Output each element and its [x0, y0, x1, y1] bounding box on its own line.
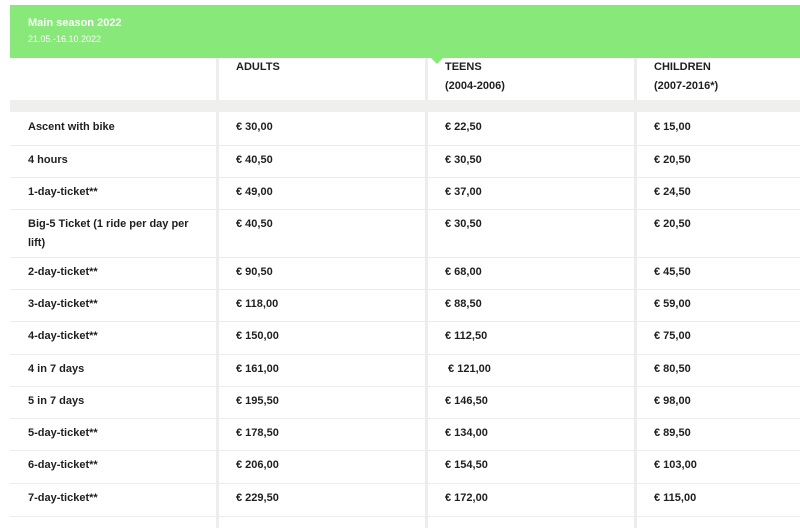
- price-children: € 24,50: [654, 186, 691, 198]
- row-label: 4 in 7 days: [28, 363, 85, 375]
- row-label: Big-5 Ticket (1 ride per day per lift): [28, 218, 189, 249]
- price-children: € 103,00: [654, 459, 697, 471]
- price-adults: € 161,00: [236, 363, 279, 375]
- price-adults: € 40,50: [236, 218, 273, 230]
- price-teens: € 88,50: [445, 298, 482, 310]
- price-teens: € 146,50: [445, 395, 488, 407]
- price-teens: € 22,50: [445, 121, 482, 133]
- table-row: [10, 321, 800, 355]
- price-children: € 80,50: [654, 363, 691, 375]
- row-label: 2-day-ticket**: [28, 266, 98, 278]
- table-row: [10, 209, 800, 258]
- header-teens: [445, 58, 505, 96]
- price-children: € 115,00: [654, 492, 697, 504]
- banner-pointer: [431, 58, 443, 64]
- price-children: € 75,00: [654, 330, 691, 342]
- row-label: 5 in 7 days: [28, 395, 85, 407]
- row-label: 5-day-ticket**: [28, 427, 98, 439]
- price-teens: € 68,00: [445, 266, 482, 278]
- header-adults: [236, 58, 280, 77]
- table-row: [10, 354, 800, 387]
- header-adults-label: ADULTS: [236, 61, 280, 73]
- header-children-years: (2007-2016*): [654, 80, 719, 92]
- price-teens: € 172,00: [445, 492, 488, 504]
- price-children: € 59,00: [654, 298, 691, 310]
- table-row: [10, 386, 800, 419]
- price-adults: € 206,00: [236, 459, 279, 471]
- row-label: Ascent with bike: [28, 121, 115, 133]
- price-adults: € 195,50: [236, 395, 279, 407]
- price-adults: € 49,00: [236, 186, 273, 198]
- price-adults: € 90,50: [236, 266, 273, 278]
- price-adults: € 30,00: [236, 121, 273, 133]
- header-teens-label: TEENS: [445, 61, 482, 73]
- row-label: 1-day-ticket**: [28, 186, 98, 198]
- season-title: Main season 2022: [28, 17, 122, 29]
- price-adults: € 118,00: [236, 298, 279, 310]
- price-teens: € 112,50: [445, 330, 488, 342]
- price-teens: € 134,00: [445, 427, 488, 439]
- table-row: [10, 450, 800, 484]
- price-teens: € 37,00: [445, 186, 482, 198]
- price-teens: € 30,50: [445, 218, 482, 230]
- table-row: [10, 257, 800, 290]
- table-row: [10, 177, 800, 210]
- row-label: 4 hours: [28, 154, 68, 166]
- price-children: € 20,50: [654, 218, 691, 230]
- row-label: 7-day-ticket**: [28, 492, 98, 504]
- header-teens-years: (2004-2006): [445, 80, 505, 92]
- price-children: € 98,00: [654, 395, 691, 407]
- table-row: [10, 289, 800, 322]
- price-children: € 20,50: [654, 154, 691, 166]
- row-label: 3-day-ticket**: [28, 298, 98, 310]
- season-dates: 21.05.-16.10.2022: [28, 34, 102, 44]
- price-teens: € 121,00: [445, 363, 491, 375]
- table-row: [10, 483, 800, 517]
- header-children: [654, 58, 718, 96]
- season-banner: [10, 5, 800, 58]
- price-children: € 45,50: [654, 266, 691, 278]
- price-teens: € 154,50: [445, 459, 488, 471]
- table-row: [10, 418, 800, 451]
- price-adults: € 150,00: [236, 330, 279, 342]
- price-adults: € 178,50: [236, 427, 279, 439]
- row-label: 4-day-ticket**: [28, 330, 98, 342]
- price-adults: € 40,50: [236, 154, 273, 166]
- price-teens: € 30,50: [445, 154, 482, 166]
- table-row: [10, 112, 800, 146]
- price-adults: € 229,50: [236, 492, 279, 504]
- header-children-label: CHILDREN: [654, 61, 711, 73]
- price-children: € 15,00: [654, 121, 691, 133]
- row-label: 6-day-ticket**: [28, 459, 98, 471]
- header-separator: [10, 100, 800, 112]
- table-row: [10, 145, 800, 178]
- price-children: € 89,50: [654, 427, 691, 439]
